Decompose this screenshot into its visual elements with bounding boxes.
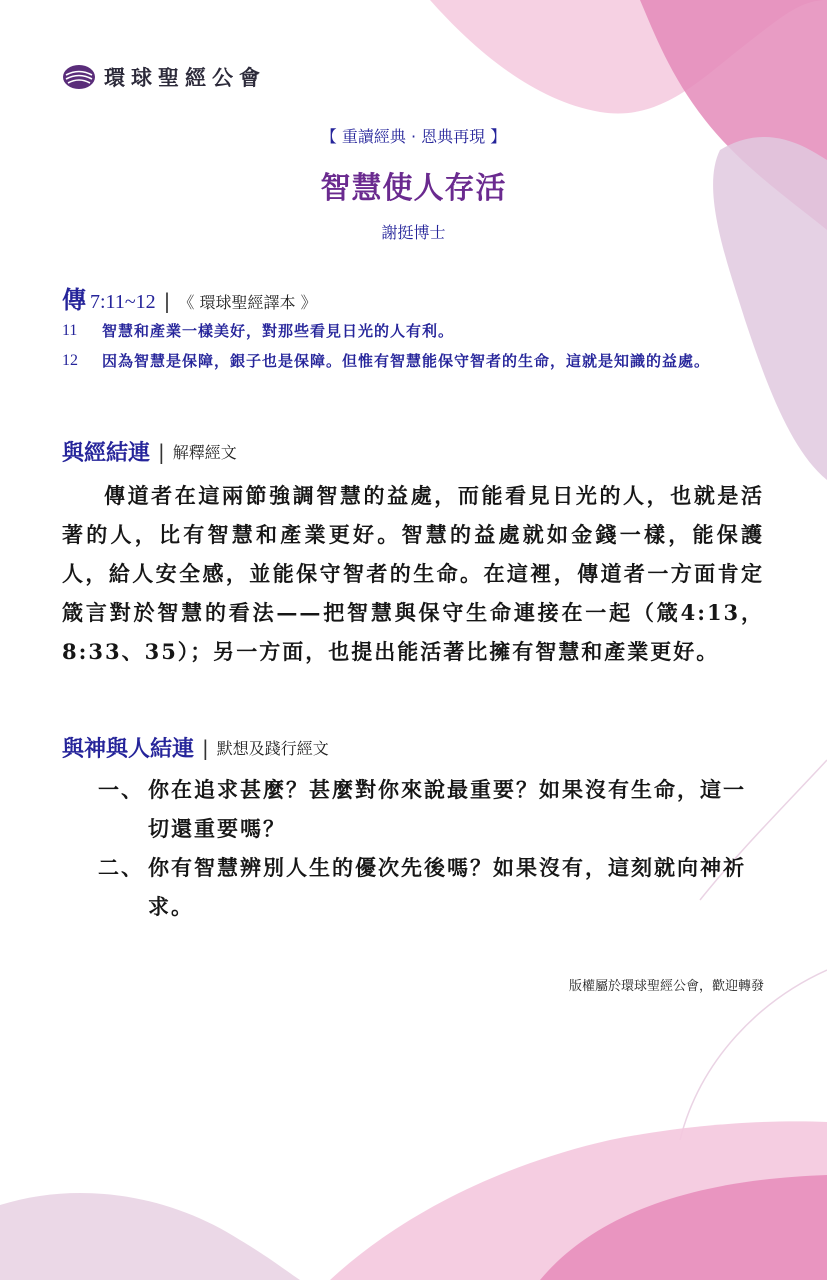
verse-11 (62, 316, 772, 346)
verse-text: 因為智慧是保障，銀子也是保障。但惟有智慧能保守智者的生命，這就是知識的益處。 (102, 352, 711, 370)
scripture-reference (62, 280, 317, 315)
verse-number: 12 (62, 352, 78, 369)
verse-text: 智慧和產業一樣美好，對那些看見日光的人有利。 (102, 322, 455, 340)
reflection-text: 你有智慧辨別人生的優次先後嗎？如果沒有，這刻就向神祈求。 (148, 855, 746, 919)
divider: | (158, 439, 165, 464)
reflection-text: 你在追求甚麼？甚麼對你來說最重要？如果沒有生命，這一切還重要嗎？ (148, 777, 746, 841)
section-heading-main: 與神與人結連 (62, 736, 195, 762)
reflection-number: 一、 (98, 777, 144, 802)
reflection-item-1 (98, 770, 766, 848)
explanation-paragraph: 傳道者在這兩節強調智慧的益處，而能看見日光的人，也就是活著的人，比有智慧和產業更好。智慧的益處就如金錢一樣，能保護人，給人安全感，並能保守智者的生命。在這裡，傳道者一方面肯定箴言對於智慧的看法——把智慧與保守生命連接在一起（箴4:13，8:33、35）；另一方面，也提出能活著比擁有智慧和產業更好。 (62, 483, 764, 664)
reflection-number: 二、 (98, 855, 144, 880)
divider: | (163, 289, 171, 313)
divider: | (202, 735, 209, 760)
series-title: 【 重讀經典 · 恩典再現 】 (320, 127, 507, 146)
scripture-chapter-verse: 7:11~12 (90, 291, 156, 313)
reflection-item-2 (98, 848, 766, 926)
section-heading-sub: 默想及踐行經文 (216, 739, 329, 758)
page-title: 智慧使人存活 (320, 171, 507, 206)
section-heading-explain (62, 436, 237, 467)
author-name: 謝挺博士 (381, 223, 446, 242)
section-heading-sub: 解釋經文 (172, 443, 237, 462)
section-heading-reflect (62, 732, 329, 763)
copyright-notice: 版權屬於環球聖經公會，歡迎轉發 (568, 979, 764, 994)
scripture-version: 《 環球聖經譯本 》 (178, 293, 317, 312)
section-heading-main: 與經結連 (62, 440, 151, 466)
bible-society-logo-icon (62, 64, 96, 90)
brand-logo (62, 60, 266, 94)
verse-number: 11 (62, 322, 78, 339)
verse-12 (62, 346, 772, 376)
brand-name: 環球聖經公會 (104, 66, 266, 90)
scripture-book: 傳 (62, 285, 86, 314)
